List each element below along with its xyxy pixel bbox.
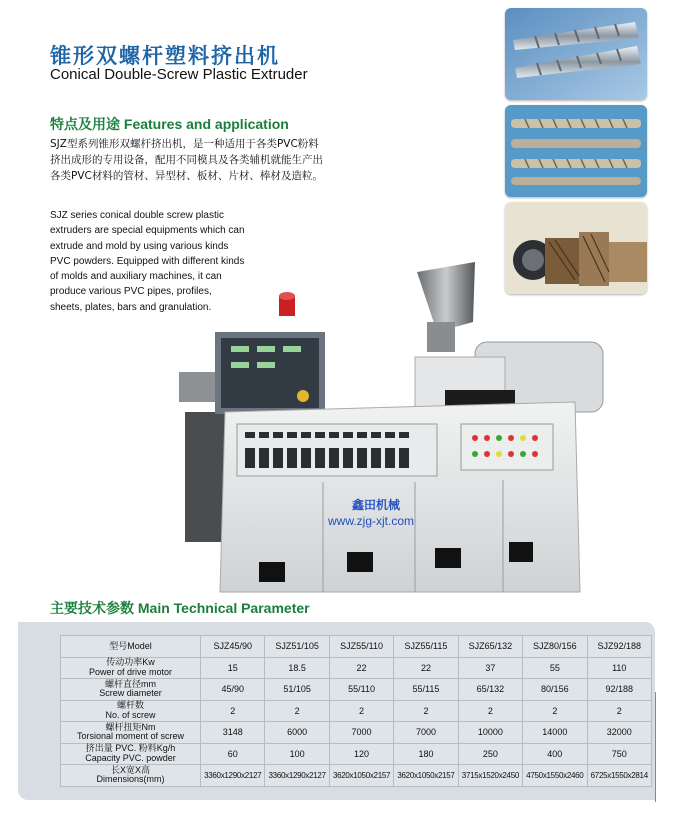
row-label-cn: 螺杆扭矩Nm [105,721,156,732]
table-cell: 3360x1290x2127 [201,765,265,787]
table-cell: 110 [587,657,651,679]
table-cell: SJZ55/110 [329,636,393,658]
table-cell: 180 [394,743,458,765]
table-cell: 400 [523,743,587,765]
table-row [61,743,652,765]
table-cell: 6725x1550x2814 [587,765,651,787]
table-cell: 22 [329,657,393,679]
features-text-cn: SJZ型系列锥形双螺杆挤出机，是一种适用于各类PVC粉料挤出成形的专用设备，配用不同模具及各类辅机就能生产出各类PVC材料的管材、异型材、板材、片材、棒材及造粒。 [50,138,323,182]
table-cell: 18.5 [265,657,329,679]
table-cell: 22 [394,657,458,679]
params-table [60,635,652,787]
page-title-en: Conical Double-Screw Plastic Extruder [50,66,308,83]
table-cell: SJZ80/156 [523,636,587,658]
table-cell: 3148 [201,722,265,744]
table-cell: 3620x1050x2157 [329,765,393,787]
table-cell: 3620x1050x2157 [394,765,458,787]
table-cell: 6000 [265,722,329,744]
table-cell: 55 [523,657,587,679]
table-cell: SJZ45/90 [201,636,265,658]
table-cell: 750 [587,743,651,765]
table-cell: 32000 [587,722,651,744]
divider [655,692,656,802]
table-cell: SJZ92/188 [587,636,651,658]
table-row [61,636,652,658]
params-table-panel [18,622,655,800]
table-cell: 7000 [329,722,393,744]
table-row [61,679,652,701]
table-cell: 51/105 [265,679,329,701]
table-cell: 15 [201,657,265,679]
row-label [61,722,201,744]
table-cell: 2 [329,700,393,722]
row-label-cn: 型号Model [109,640,152,651]
table-cell: 3360x1290x2127 [265,765,329,787]
table-cell: 37 [458,657,522,679]
table-cell: 2 [523,700,587,722]
table-cell: 120 [329,743,393,765]
extruder-machine-illustration [175,262,605,602]
table-row [61,657,652,679]
row-label-en: Screw diameter [99,688,162,699]
table-cell: 14000 [523,722,587,744]
row-label-en: Capacity PVC. powder [85,752,176,763]
table-cell: 2 [201,700,265,722]
table-cell: 250 [458,743,522,765]
table-cell: SJZ55/115 [394,636,458,658]
photo-strip [505,8,647,299]
table-cell: 60 [201,743,265,765]
row-label-cn: 螺杆数 [116,700,144,711]
row-label [61,636,201,658]
table-cell: 2 [587,700,651,722]
screw-photo-pair [505,105,647,197]
table-cell: 3715x1520x2450 [458,765,522,787]
table-cell: 45/90 [201,679,265,701]
brand-url: www.zjg-xjt.com [328,514,415,528]
row-label-cn: 挤出量 PVC. 粉料Kg/h [85,743,176,754]
table-cell: 80/156 [523,679,587,701]
table-cell: SJZ51/105 [265,636,329,658]
table-cell: 65/132 [458,679,522,701]
page-title-cn: 锥形双螺杆塑料挤出机 [50,44,280,68]
table-cell: 2 [265,700,329,722]
table-row [61,765,652,787]
table-row [61,700,652,722]
row-label [61,679,201,701]
row-label-cn: 螺杆直径mm [105,678,156,689]
table-cell: 55/115 [394,679,458,701]
table-cell: 10000 [458,722,522,744]
row-label-cn: 长X宽X高 [110,764,150,775]
row-label [61,765,201,787]
row-label [61,657,201,679]
row-label-en: Dimensions(mm) [96,774,165,785]
screw-photo-closeup [505,8,647,100]
table-cell: 55/110 [329,679,393,701]
row-label [61,700,201,722]
params-heading: 主要技术参数 Main Technical Parameter [50,600,310,616]
row-label-en: No. of screw [105,709,156,720]
row-label [61,743,201,765]
table-cell: 92/188 [587,679,651,701]
features-text-en: SJZ series conical double screw plastic extruders are special equipments which can extrude and mold by using various kinds PVC powders. Equipped with different kinds of molds and auxiliary machines, it can produce various PVC pipes, profiles, sheets, plates, bars and granulation. [50,210,245,313]
features-heading: 特点及用途 Features and application [50,116,289,132]
table-cell: 2 [458,700,522,722]
table-row [61,722,652,744]
table-cell: 100 [265,743,329,765]
row-label-en: Power of drive motor [88,666,173,677]
table-cell: SJZ65/132 [458,636,522,658]
brand-label: 鑫田机械 [352,498,401,512]
table-cell: 2 [394,700,458,722]
table-cell: 7000 [394,722,458,744]
row-label-en: Torsional moment of screw [76,731,185,742]
row-label-cn: 传动功率Kw [106,657,155,668]
table-cell: 4750x1550x2460 [523,765,587,787]
